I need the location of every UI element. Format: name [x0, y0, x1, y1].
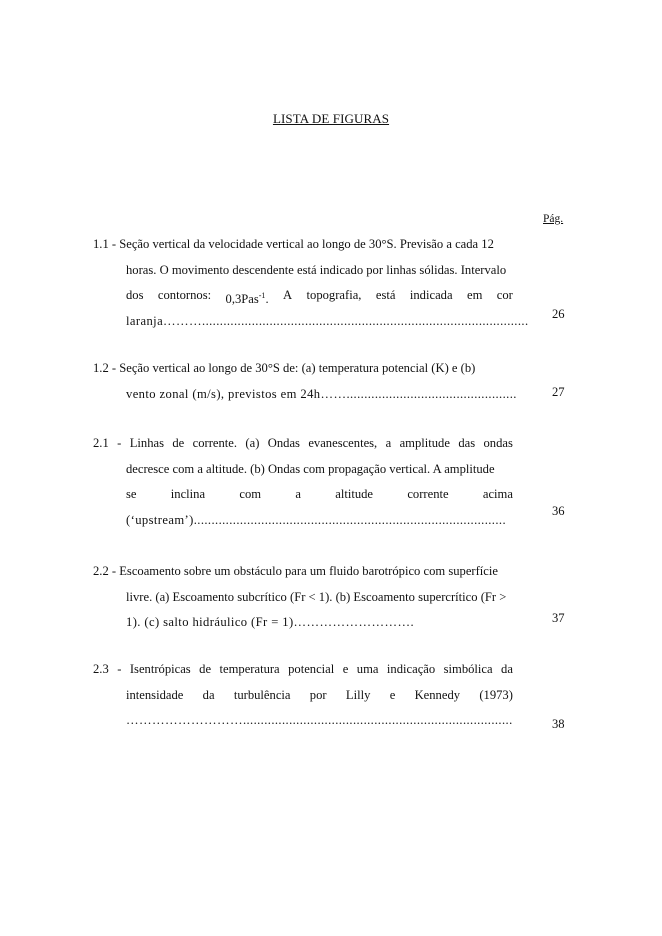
entry-line: decresce com a altitude. (b) Ondas com propagação vertical. A amplitude: [126, 461, 495, 476]
entry-line: horas. O movimento descendente está indicado por linhas sólidas. Intervalo: [126, 262, 507, 277]
entry-line: livre. (a) Escoamento subcrítico (Fr < 1). (b) Escoamento supercrítico (Fr >: [126, 589, 507, 604]
page-number: 38: [552, 717, 565, 731]
entry-line: 2.2 - Escoamento sobre um obstáculo para um fluido barotrópico com superfície: [93, 564, 498, 578]
entry-line: 2.1 - Linhas de corrente. (a) Ondas evanescentes, a amplitude das ondas: [93, 436, 513, 450]
entry-line: 1). (c) salto hidráulico (Fr = 1)……………………….: [126, 615, 415, 629]
entry-line: laranja………............................................................................................: [126, 313, 529, 328]
entry-line: intensidade da turbulência por Lilly e Kennedy (1973): [126, 687, 513, 702]
entry-line: ………………………............................................................................: [126, 713, 513, 727]
entry-line: 1.2 - Seção vertical ao longo de 30°S de: (a) temperatura potencial (K) e (b): [93, 361, 476, 375]
figure-entry-2-1: [93, 431, 513, 533]
page-number: 36: [552, 504, 565, 518]
entry-line: dos contornos: 0,3Pas$^{-1}$. A topografia, está indicada em cor: [126, 288, 513, 306]
figure-entry-2-3: [93, 657, 513, 734]
page-number: 27: [552, 385, 565, 399]
page-title: LISTA DE FIGURAS: [272, 111, 390, 126]
entry-line: vento zonal (m/s), previstos em 24h……................................................: [126, 386, 517, 401]
page-column-header: Pág.: [543, 213, 564, 225]
figure-entry-1-2: [93, 356, 517, 407]
figure-entry-2-2: [93, 559, 513, 636]
entry-line: (‘upstream’)........................................................................................: [126, 512, 506, 527]
entry-line: 2.3 - Isentrópicas de temperatura potencial e uma indicação simbólica da: [93, 662, 513, 676]
entry-line: se inclina com a altitude corrente acima: [126, 487, 513, 501]
page-number: 26: [552, 307, 565, 321]
page-number: 37: [552, 611, 565, 625]
figure-entry-1-1: [93, 232, 529, 334]
entry-line: 1.1 - Seção vertical da velocidade vertical ao longo de 30°S. Previsão a cada 12: [93, 237, 494, 251]
